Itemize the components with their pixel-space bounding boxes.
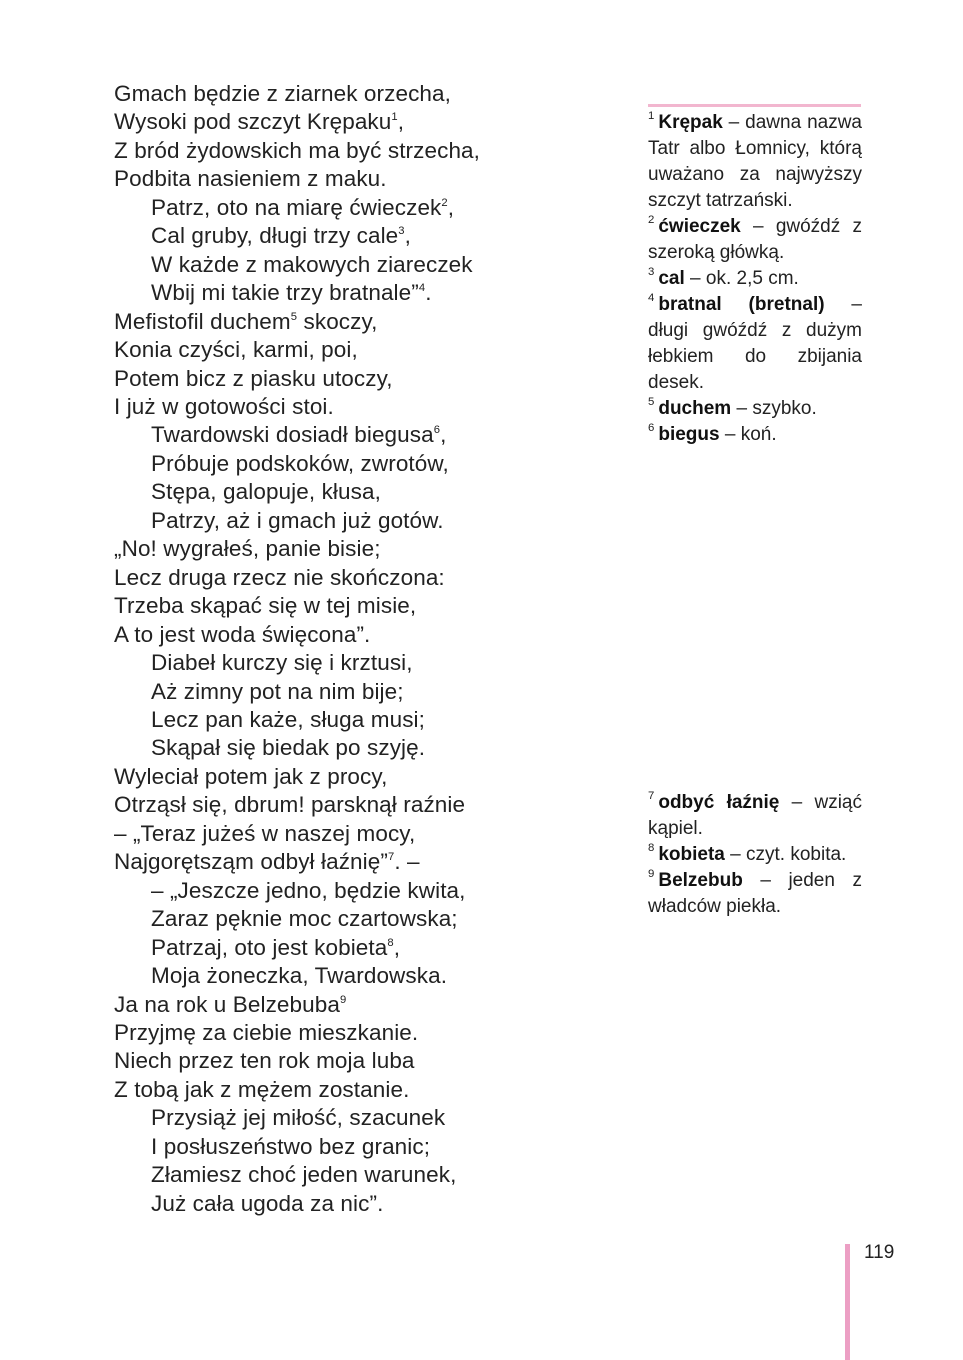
footnote-term: ćwieczek xyxy=(658,216,741,237)
poem-line-text: Z tobą jak z mężem zostanie. xyxy=(114,1076,410,1102)
footnote-term: duchem xyxy=(658,398,732,419)
poem-line-text: Cal gruby, długi trzy cale xyxy=(151,223,399,249)
poem-line xyxy=(114,80,614,108)
poem-line-text: Moja żoneczka, Twardowska. xyxy=(151,963,448,989)
footnote-definition: – jeden z władców piekła. xyxy=(648,870,862,917)
footnote-definition: – czyt. kobita. xyxy=(724,844,847,865)
footnote-definition: – gwóźdź z szeroką główką. xyxy=(648,216,862,263)
footnote xyxy=(648,266,862,292)
poem-line xyxy=(114,365,614,393)
poem-line-text: Stępa, galopuje, kłusa, xyxy=(151,479,381,505)
footnote xyxy=(648,422,862,448)
footnote-number: 8 xyxy=(648,841,655,854)
poem-line-text: Patrzaj, oto jest kobieta xyxy=(151,934,388,960)
poem-line-text: Patrzy, aż i gmach już gotów. xyxy=(151,507,444,533)
footnotes-top xyxy=(648,110,862,448)
poem-line xyxy=(114,820,614,848)
footnote xyxy=(648,110,862,214)
poem-line-tail: , xyxy=(404,223,412,249)
footnote-number: 7 xyxy=(648,789,655,802)
poem-line xyxy=(114,1133,614,1161)
poem-line xyxy=(114,393,614,421)
footnote-number: 3 xyxy=(648,265,655,278)
poem-line-text: Gmach będzie z ziarnek orzecha, xyxy=(114,81,452,106)
poem-line xyxy=(114,905,614,933)
footnote-rule xyxy=(648,104,861,107)
poem-line xyxy=(114,991,614,1019)
poem-line-tail: , xyxy=(440,422,447,448)
poem-line-tail: , xyxy=(393,934,401,960)
footnote xyxy=(648,842,862,868)
poem-line xyxy=(114,222,614,250)
poem-text xyxy=(114,80,614,1218)
poem-line-text: Złamiesz choć jeden warunek, xyxy=(151,1162,457,1188)
poem-line-text: Mefistofil duchem xyxy=(114,308,291,334)
poem-line-text: Przysiąż jej miłość, szacunek xyxy=(151,1105,446,1131)
poem-line xyxy=(114,621,614,649)
poem-line-text: – „Teraz jużeś w naszej mocy, xyxy=(114,820,416,846)
poem-line-text: Najgorętsząm odbył łaźnię” xyxy=(114,849,388,875)
footnote-ref: 5 xyxy=(290,310,298,323)
poem-line xyxy=(114,1161,614,1189)
footnotes-bottom xyxy=(648,790,862,920)
poem-line-text: Aż zimny pot na nim bije; xyxy=(151,678,404,704)
footnote xyxy=(648,396,862,422)
footnote-ref: 4 xyxy=(418,282,426,295)
poem-line-text: Diabeł kurczy się i krztusi, xyxy=(151,650,413,676)
poem-line-text: Niech przez ten rok moja luba xyxy=(114,1048,415,1074)
poem-line-text: Twardowski dosiadł biegusa xyxy=(151,422,434,448)
poem-line xyxy=(114,1104,614,1132)
poem-line xyxy=(114,592,614,620)
footnote-ref: 1 xyxy=(391,111,398,124)
poem-line-text: Trzeba skąpać się w tej misie, xyxy=(114,593,417,619)
poem-line xyxy=(114,308,614,336)
footnote-term: biegus xyxy=(658,424,720,445)
footnote-number: 5 xyxy=(648,395,655,408)
footnote-ref: 7 xyxy=(387,851,395,864)
poem-line-text: Przyjmę za ciebie mieszkanie. xyxy=(114,1019,419,1045)
footnote-definition: – koń. xyxy=(719,424,777,445)
poem-line xyxy=(114,1076,614,1104)
poem-line xyxy=(114,649,614,677)
poem-line-text: Potem bicz z piasku utoczy, xyxy=(114,365,393,391)
poem-line xyxy=(114,1019,614,1047)
footnote xyxy=(648,868,862,920)
poem-line-tail: . xyxy=(425,280,432,306)
footnote-definition: – ok. 2,5 cm. xyxy=(684,268,799,289)
page-number: 119 xyxy=(864,1242,895,1263)
footnote-number: 9 xyxy=(648,867,655,880)
poem-line-text: Podbita nasieniem z maku. xyxy=(114,166,387,192)
footnote xyxy=(648,790,862,842)
poem-line-tail: . – xyxy=(394,849,420,875)
poem-line-text: Patrz, oto na miarę ćwieczek xyxy=(151,194,442,220)
footnote-number: 1 xyxy=(648,109,655,122)
poem-line-text: Wyleciał potem jak z procy, xyxy=(114,763,388,789)
poem-line-text: Już cała ugoda za nic”. xyxy=(151,1190,384,1216)
footnote-term: Krępak xyxy=(658,112,723,133)
footnote-number: 4 xyxy=(648,291,655,304)
footnote-term: bratnal (bretnal) xyxy=(658,294,825,315)
poem-line-text: Skąpał się biedak po szyję. xyxy=(151,735,426,761)
poem-line-text: I już w gotowości stoi. xyxy=(114,393,334,419)
poem-line-text: Wbij mi takie trzy bratnale” xyxy=(151,280,419,306)
poem-line-text: „No! wygrałeś, panie bisie; xyxy=(114,536,381,562)
poem-line xyxy=(114,108,614,136)
poem-line xyxy=(114,194,614,222)
footnote-term: cal xyxy=(658,268,685,289)
poem-line-text: W każde z makowych ziareczek xyxy=(151,251,473,277)
poem-line xyxy=(114,251,614,279)
poem-line-text: Konia czyści, karmi, poi, xyxy=(114,337,358,363)
footnote-definition: – szybko. xyxy=(731,398,817,419)
footnote-term: Belzebub xyxy=(658,870,743,891)
poem-line xyxy=(114,450,614,478)
poem-line-tail: skoczy, xyxy=(297,308,378,334)
poem-line-text: Z bród żydowskich ma być strzecha, xyxy=(114,137,481,163)
footnote-definition: – wziąć kąpiel. xyxy=(648,792,862,839)
poem-line-tail: , xyxy=(447,194,455,220)
poem-line xyxy=(114,934,614,962)
poem-line xyxy=(114,564,614,592)
poem-line xyxy=(114,791,614,819)
footnote-number: 6 xyxy=(648,421,655,434)
poem-line-text: Próbuje podskoków, zwrotów, xyxy=(151,450,449,476)
poem-line xyxy=(114,165,614,193)
poem-line-text: Ja na rok u Belzebuba xyxy=(114,991,341,1017)
poem-line-text: A to jest woda święcona”. xyxy=(114,621,371,647)
poem-line xyxy=(114,535,614,563)
poem-line-text: – „Jeszcze jedno, będzie kwita, xyxy=(151,877,466,903)
poem-line xyxy=(114,678,614,706)
poem-line xyxy=(114,848,614,876)
poem-line-text: Zaraz pęknie moc czartowska; xyxy=(151,906,458,932)
poem-line-text: I posłuszeństwo bez granic; xyxy=(151,1133,431,1159)
poem-line-text: Lecz druga rzecz nie skończona: xyxy=(114,564,445,590)
poem-line xyxy=(114,706,614,734)
poem-line xyxy=(114,1047,614,1075)
poem-line-tail: , xyxy=(397,109,405,135)
footnote-ref: 8 xyxy=(387,936,394,949)
footnote xyxy=(648,214,862,266)
poem-line xyxy=(114,962,614,990)
poem-line xyxy=(114,507,614,535)
footnote-definition: – dawna nazwa Tatr albo Łomnicy, którą uważano za najwyższy szczyt tatrzański. xyxy=(648,112,862,211)
poem-line xyxy=(114,877,614,905)
poem-line-text: Otrząsł się, dbrum! parsknął raźnie xyxy=(114,792,466,818)
poem-line xyxy=(114,763,614,791)
poem-line xyxy=(114,734,614,762)
poem-line xyxy=(114,279,614,307)
footnote xyxy=(648,292,862,396)
poem-line xyxy=(114,421,614,449)
footnote-ref: 9 xyxy=(340,993,347,1006)
footnote-number: 2 xyxy=(648,213,655,226)
poem-line xyxy=(114,478,614,506)
poem-line xyxy=(114,336,614,364)
poem-line xyxy=(114,1190,614,1218)
footnote-definition: – długi gwóźdź z dużym łebkiem do zbijania desek. xyxy=(648,294,862,393)
poem-line-text: Lecz pan każe, sługa musi; xyxy=(151,706,425,732)
footnote-ref: 3 xyxy=(398,225,405,238)
footnote-term: kobieta xyxy=(658,844,725,865)
poem-line xyxy=(114,137,614,165)
footnote-ref: 2 xyxy=(441,196,448,209)
poem-line-text: Wysoki pod szczyt Krępaku xyxy=(114,109,392,135)
page-bar xyxy=(845,1244,850,1360)
footnote-term: odbyć łaźnię xyxy=(658,792,780,813)
footnote-ref: 6 xyxy=(433,424,441,437)
